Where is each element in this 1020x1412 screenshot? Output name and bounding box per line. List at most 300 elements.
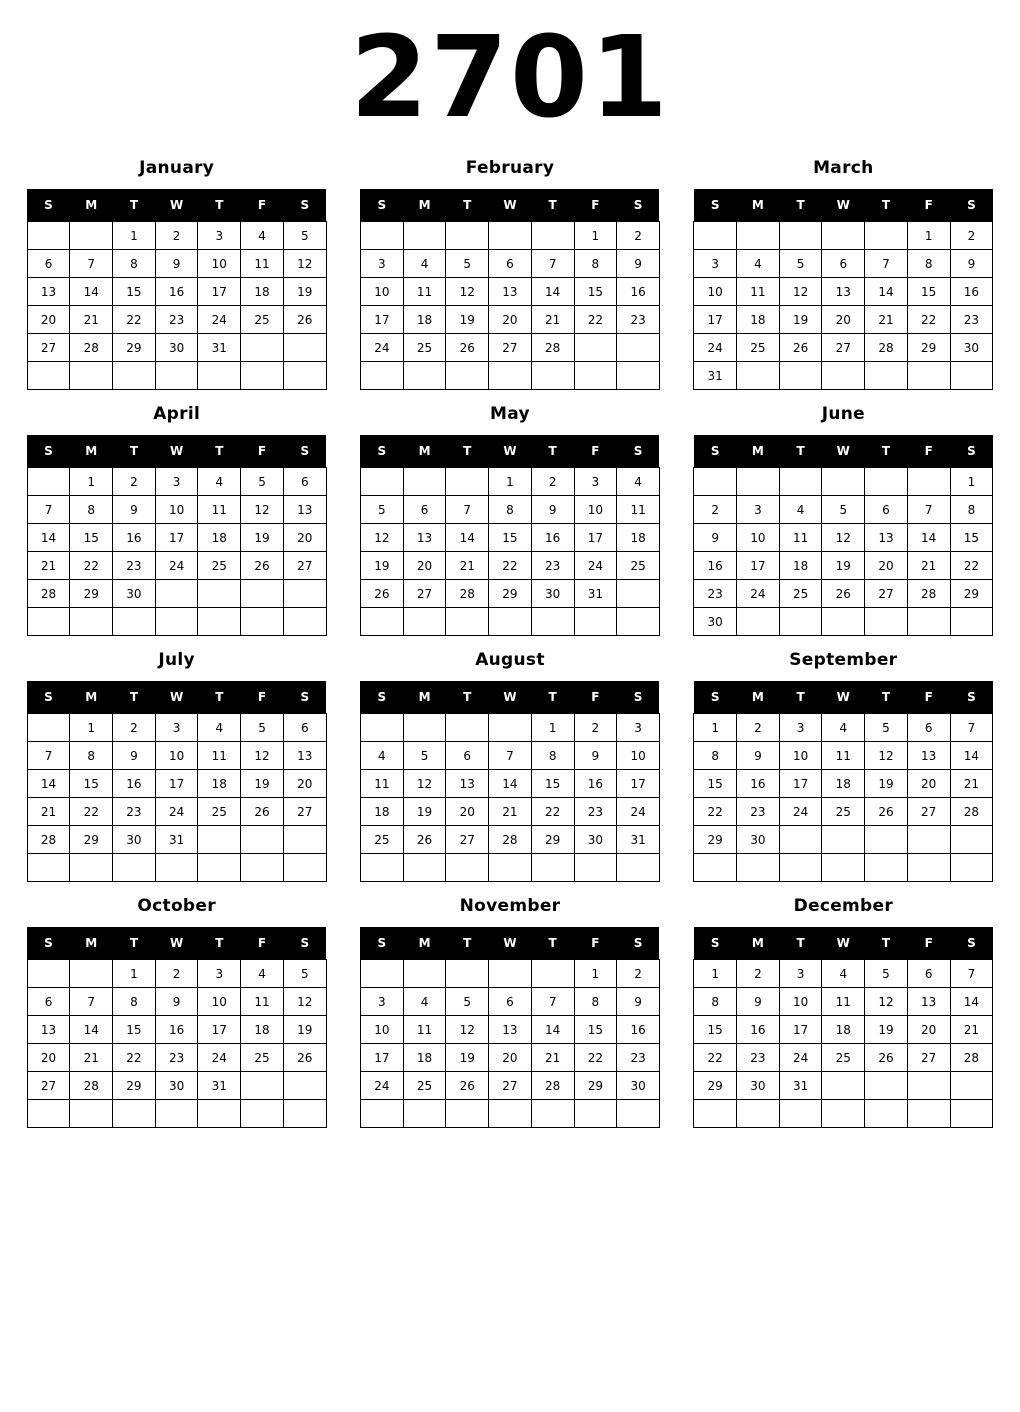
- day-cell[interactable]: 28: [950, 798, 993, 826]
- day-cell[interactable]: 13: [283, 496, 326, 524]
- day-cell[interactable]: 23: [531, 552, 574, 580]
- day-cell[interactable]: 22: [694, 798, 737, 826]
- day-cell[interactable]: 14: [489, 770, 532, 798]
- day-cell[interactable]: 23: [155, 1044, 198, 1072]
- day-cell[interactable]: 13: [27, 278, 70, 306]
- day-cell[interactable]: 4: [360, 742, 403, 770]
- day-cell[interactable]: 5: [403, 742, 446, 770]
- day-cell[interactable]: 1: [574, 222, 617, 250]
- day-cell[interactable]: 25: [241, 306, 284, 334]
- day-cell[interactable]: 30: [155, 1072, 198, 1100]
- day-cell[interactable]: 24: [360, 1072, 403, 1100]
- day-cell[interactable]: 27: [27, 334, 70, 362]
- day-cell[interactable]: 25: [403, 1072, 446, 1100]
- day-cell[interactable]: 8: [694, 988, 737, 1016]
- day-cell[interactable]: 22: [907, 306, 950, 334]
- day-cell[interactable]: 9: [617, 250, 660, 278]
- day-cell[interactable]: 8: [70, 496, 113, 524]
- day-cell[interactable]: 10: [198, 988, 241, 1016]
- day-cell[interactable]: 22: [70, 552, 113, 580]
- day-cell[interactable]: 6: [27, 988, 70, 1016]
- day-cell[interactable]: 10: [155, 742, 198, 770]
- day-cell[interactable]: 10: [155, 496, 198, 524]
- day-cell[interactable]: 28: [489, 826, 532, 854]
- day-cell[interactable]: 11: [241, 250, 284, 278]
- day-cell[interactable]: 7: [489, 742, 532, 770]
- day-cell[interactable]: 26: [822, 580, 865, 608]
- day-cell[interactable]: 29: [574, 1072, 617, 1100]
- day-cell[interactable]: 14: [27, 770, 70, 798]
- day-cell[interactable]: 25: [737, 334, 780, 362]
- day-cell[interactable]: 1: [950, 468, 993, 496]
- day-cell[interactable]: 23: [574, 798, 617, 826]
- day-cell[interactable]: 5: [241, 714, 284, 742]
- day-cell[interactable]: 9: [155, 250, 198, 278]
- day-cell[interactable]: 7: [865, 250, 908, 278]
- day-cell[interactable]: 29: [694, 826, 737, 854]
- day-cell[interactable]: 1: [489, 468, 532, 496]
- day-cell[interactable]: 14: [531, 1016, 574, 1044]
- day-cell[interactable]: 2: [694, 496, 737, 524]
- day-cell[interactable]: 11: [198, 742, 241, 770]
- day-cell[interactable]: 2: [737, 714, 780, 742]
- day-cell[interactable]: 11: [403, 1016, 446, 1044]
- day-cell[interactable]: 16: [113, 524, 156, 552]
- day-cell[interactable]: 8: [950, 496, 993, 524]
- day-cell[interactable]: 19: [283, 1016, 326, 1044]
- day-cell[interactable]: 6: [403, 496, 446, 524]
- day-cell[interactable]: 6: [489, 250, 532, 278]
- day-cell[interactable]: 29: [113, 334, 156, 362]
- day-cell[interactable]: 30: [113, 826, 156, 854]
- day-cell[interactable]: 12: [283, 250, 326, 278]
- day-cell[interactable]: 16: [694, 552, 737, 580]
- day-cell[interactable]: 17: [617, 770, 660, 798]
- day-cell[interactable]: 23: [113, 552, 156, 580]
- day-cell[interactable]: 18: [822, 1016, 865, 1044]
- day-cell[interactable]: 28: [531, 334, 574, 362]
- day-cell[interactable]: 14: [950, 742, 993, 770]
- day-cell[interactable]: 12: [822, 524, 865, 552]
- day-cell[interactable]: 13: [907, 742, 950, 770]
- day-cell[interactable]: 18: [241, 1016, 284, 1044]
- day-cell[interactable]: 13: [865, 524, 908, 552]
- day-cell[interactable]: 16: [574, 770, 617, 798]
- day-cell[interactable]: 11: [403, 278, 446, 306]
- day-cell[interactable]: 14: [865, 278, 908, 306]
- day-cell[interactable]: 22: [694, 1044, 737, 1072]
- day-cell[interactable]: 27: [489, 1072, 532, 1100]
- day-cell[interactable]: 8: [113, 250, 156, 278]
- day-cell[interactable]: 9: [531, 496, 574, 524]
- day-cell[interactable]: 10: [779, 742, 822, 770]
- day-cell[interactable]: 2: [113, 468, 156, 496]
- day-cell[interactable]: 10: [737, 524, 780, 552]
- day-cell[interactable]: 15: [113, 1016, 156, 1044]
- day-cell[interactable]: 29: [694, 1072, 737, 1100]
- day-cell[interactable]: 21: [70, 306, 113, 334]
- day-cell[interactable]: 28: [531, 1072, 574, 1100]
- day-cell[interactable]: 19: [779, 306, 822, 334]
- day-cell[interactable]: 18: [617, 524, 660, 552]
- day-cell[interactable]: 17: [779, 770, 822, 798]
- day-cell[interactable]: 4: [779, 496, 822, 524]
- day-cell[interactable]: 16: [617, 1016, 660, 1044]
- day-cell[interactable]: 9: [113, 496, 156, 524]
- day-cell[interactable]: 15: [70, 524, 113, 552]
- day-cell[interactable]: 27: [865, 580, 908, 608]
- day-cell[interactable]: 18: [198, 770, 241, 798]
- day-cell[interactable]: 20: [446, 798, 489, 826]
- day-cell[interactable]: 26: [283, 306, 326, 334]
- day-cell[interactable]: 26: [865, 1044, 908, 1072]
- day-cell[interactable]: 25: [198, 552, 241, 580]
- day-cell[interactable]: 9: [574, 742, 617, 770]
- day-cell[interactable]: 1: [694, 714, 737, 742]
- day-cell[interactable]: 2: [950, 222, 993, 250]
- day-cell[interactable]: 13: [822, 278, 865, 306]
- day-cell[interactable]: 26: [865, 798, 908, 826]
- day-cell[interactable]: 8: [574, 988, 617, 1016]
- day-cell[interactable]: 2: [155, 960, 198, 988]
- day-cell[interactable]: 7: [27, 742, 70, 770]
- day-cell[interactable]: 23: [617, 306, 660, 334]
- day-cell[interactable]: 25: [779, 580, 822, 608]
- day-cell[interactable]: 28: [865, 334, 908, 362]
- day-cell[interactable]: 14: [907, 524, 950, 552]
- day-cell[interactable]: 10: [360, 1016, 403, 1044]
- day-cell[interactable]: 10: [779, 988, 822, 1016]
- day-cell[interactable]: 3: [779, 960, 822, 988]
- day-cell[interactable]: 31: [198, 334, 241, 362]
- day-cell[interactable]: 27: [907, 1044, 950, 1072]
- day-cell[interactable]: 25: [360, 826, 403, 854]
- day-cell[interactable]: 28: [27, 580, 70, 608]
- day-cell[interactable]: 15: [489, 524, 532, 552]
- day-cell[interactable]: 7: [531, 250, 574, 278]
- day-cell[interactable]: 16: [617, 278, 660, 306]
- day-cell[interactable]: 28: [70, 1072, 113, 1100]
- day-cell[interactable]: 23: [737, 798, 780, 826]
- day-cell[interactable]: 20: [865, 552, 908, 580]
- day-cell[interactable]: 2: [155, 222, 198, 250]
- day-cell[interactable]: 17: [574, 524, 617, 552]
- day-cell[interactable]: 7: [70, 250, 113, 278]
- day-cell[interactable]: 8: [694, 742, 737, 770]
- day-cell[interactable]: 30: [737, 826, 780, 854]
- day-cell[interactable]: 9: [617, 988, 660, 1016]
- day-cell[interactable]: 5: [446, 988, 489, 1016]
- day-cell[interactable]: 15: [70, 770, 113, 798]
- day-cell[interactable]: 9: [113, 742, 156, 770]
- day-cell[interactable]: 16: [950, 278, 993, 306]
- day-cell[interactable]: 23: [950, 306, 993, 334]
- day-cell[interactable]: 14: [70, 1016, 113, 1044]
- day-cell[interactable]: 31: [694, 362, 737, 390]
- day-cell[interactable]: 15: [694, 1016, 737, 1044]
- day-cell[interactable]: 5: [360, 496, 403, 524]
- day-cell[interactable]: 3: [155, 468, 198, 496]
- day-cell[interactable]: 3: [198, 222, 241, 250]
- day-cell[interactable]: 2: [737, 960, 780, 988]
- day-cell[interactable]: 16: [531, 524, 574, 552]
- day-cell[interactable]: 20: [27, 306, 70, 334]
- day-cell[interactable]: 27: [27, 1072, 70, 1100]
- day-cell[interactable]: 21: [950, 770, 993, 798]
- day-cell[interactable]: 18: [403, 306, 446, 334]
- day-cell[interactable]: 17: [360, 306, 403, 334]
- day-cell[interactable]: 27: [283, 798, 326, 826]
- day-cell[interactable]: 28: [70, 334, 113, 362]
- day-cell[interactable]: 21: [489, 798, 532, 826]
- day-cell[interactable]: 23: [113, 798, 156, 826]
- day-cell[interactable]: 4: [403, 250, 446, 278]
- day-cell[interactable]: 26: [403, 826, 446, 854]
- day-cell[interactable]: 3: [360, 250, 403, 278]
- day-cell[interactable]: 20: [489, 1044, 532, 1072]
- day-cell[interactable]: 14: [950, 988, 993, 1016]
- day-cell[interactable]: 7: [446, 496, 489, 524]
- day-cell[interactable]: 11: [360, 770, 403, 798]
- day-cell[interactable]: 17: [694, 306, 737, 334]
- day-cell[interactable]: 12: [446, 278, 489, 306]
- day-cell[interactable]: 24: [617, 798, 660, 826]
- day-cell[interactable]: 29: [113, 1072, 156, 1100]
- day-cell[interactable]: 8: [70, 742, 113, 770]
- day-cell[interactable]: 20: [822, 306, 865, 334]
- day-cell[interactable]: 12: [865, 742, 908, 770]
- day-cell[interactable]: 17: [155, 524, 198, 552]
- day-cell[interactable]: 23: [155, 306, 198, 334]
- day-cell[interactable]: 17: [198, 278, 241, 306]
- day-cell[interactable]: 13: [446, 770, 489, 798]
- day-cell[interactable]: 19: [360, 552, 403, 580]
- day-cell[interactable]: 15: [574, 278, 617, 306]
- day-cell[interactable]: 19: [865, 1016, 908, 1044]
- day-cell[interactable]: 5: [865, 714, 908, 742]
- day-cell[interactable]: 20: [27, 1044, 70, 1072]
- day-cell[interactable]: 30: [155, 334, 198, 362]
- day-cell[interactable]: 8: [531, 742, 574, 770]
- day-cell[interactable]: 29: [950, 580, 993, 608]
- day-cell[interactable]: 11: [822, 742, 865, 770]
- day-cell[interactable]: 22: [489, 552, 532, 580]
- day-cell[interactable]: 19: [241, 770, 284, 798]
- day-cell[interactable]: 19: [446, 1044, 489, 1072]
- day-cell[interactable]: 14: [446, 524, 489, 552]
- day-cell[interactable]: 13: [489, 278, 532, 306]
- day-cell[interactable]: 14: [27, 524, 70, 552]
- day-cell[interactable]: 15: [950, 524, 993, 552]
- day-cell[interactable]: 27: [446, 826, 489, 854]
- day-cell[interactable]: 6: [907, 960, 950, 988]
- day-cell[interactable]: 5: [283, 960, 326, 988]
- day-cell[interactable]: 16: [737, 1016, 780, 1044]
- day-cell[interactable]: 16: [737, 770, 780, 798]
- day-cell[interactable]: 11: [241, 988, 284, 1016]
- day-cell[interactable]: 1: [531, 714, 574, 742]
- day-cell[interactable]: 12: [779, 278, 822, 306]
- day-cell[interactable]: 30: [950, 334, 993, 362]
- day-cell[interactable]: 16: [155, 1016, 198, 1044]
- day-cell[interactable]: 29: [489, 580, 532, 608]
- day-cell[interactable]: 20: [489, 306, 532, 334]
- day-cell[interactable]: 29: [70, 580, 113, 608]
- day-cell[interactable]: 1: [113, 222, 156, 250]
- day-cell[interactable]: 10: [360, 278, 403, 306]
- day-cell[interactable]: 21: [950, 1016, 993, 1044]
- day-cell[interactable]: 1: [907, 222, 950, 250]
- day-cell[interactable]: 2: [617, 960, 660, 988]
- day-cell[interactable]: 30: [694, 608, 737, 636]
- day-cell[interactable]: 24: [737, 580, 780, 608]
- day-cell[interactable]: 18: [360, 798, 403, 826]
- day-cell[interactable]: 27: [489, 334, 532, 362]
- day-cell[interactable]: 6: [27, 250, 70, 278]
- day-cell[interactable]: 25: [198, 798, 241, 826]
- day-cell[interactable]: 11: [617, 496, 660, 524]
- day-cell[interactable]: 7: [950, 714, 993, 742]
- day-cell[interactable]: 11: [822, 988, 865, 1016]
- day-cell[interactable]: 13: [403, 524, 446, 552]
- day-cell[interactable]: 4: [617, 468, 660, 496]
- day-cell[interactable]: 6: [283, 468, 326, 496]
- day-cell[interactable]: 1: [694, 960, 737, 988]
- day-cell[interactable]: 17: [737, 552, 780, 580]
- day-cell[interactable]: 25: [822, 1044, 865, 1072]
- day-cell[interactable]: 3: [737, 496, 780, 524]
- day-cell[interactable]: 12: [446, 1016, 489, 1044]
- day-cell[interactable]: 17: [779, 1016, 822, 1044]
- day-cell[interactable]: 13: [489, 1016, 532, 1044]
- day-cell[interactable]: 7: [531, 988, 574, 1016]
- day-cell[interactable]: 17: [155, 770, 198, 798]
- day-cell[interactable]: 30: [113, 580, 156, 608]
- day-cell[interactable]: 31: [155, 826, 198, 854]
- day-cell[interactable]: 18: [198, 524, 241, 552]
- day-cell[interactable]: 15: [907, 278, 950, 306]
- day-cell[interactable]: 22: [531, 798, 574, 826]
- day-cell[interactable]: 29: [907, 334, 950, 362]
- day-cell[interactable]: 24: [198, 1044, 241, 1072]
- day-cell[interactable]: 7: [27, 496, 70, 524]
- day-cell[interactable]: 1: [70, 714, 113, 742]
- day-cell[interactable]: 8: [113, 988, 156, 1016]
- day-cell[interactable]: 22: [113, 1044, 156, 1072]
- day-cell[interactable]: 18: [737, 306, 780, 334]
- day-cell[interactable]: 18: [779, 552, 822, 580]
- day-cell[interactable]: 16: [155, 278, 198, 306]
- day-cell[interactable]: 13: [27, 1016, 70, 1044]
- day-cell[interactable]: 6: [446, 742, 489, 770]
- day-cell[interactable]: 4: [241, 222, 284, 250]
- day-cell[interactable]: 1: [113, 960, 156, 988]
- day-cell[interactable]: 17: [198, 1016, 241, 1044]
- day-cell[interactable]: 10: [694, 278, 737, 306]
- day-cell[interactable]: 16: [113, 770, 156, 798]
- day-cell[interactable]: 30: [531, 580, 574, 608]
- day-cell[interactable]: 15: [531, 770, 574, 798]
- day-cell[interactable]: 19: [241, 524, 284, 552]
- day-cell[interactable]: 24: [574, 552, 617, 580]
- day-cell[interactable]: 3: [779, 714, 822, 742]
- day-cell[interactable]: 31: [617, 826, 660, 854]
- day-cell[interactable]: 5: [865, 960, 908, 988]
- day-cell[interactable]: 19: [822, 552, 865, 580]
- day-cell[interactable]: 23: [694, 580, 737, 608]
- day-cell[interactable]: 25: [617, 552, 660, 580]
- day-cell[interactable]: 30: [737, 1072, 780, 1100]
- day-cell[interactable]: 20: [403, 552, 446, 580]
- day-cell[interactable]: 25: [403, 334, 446, 362]
- day-cell[interactable]: 1: [574, 960, 617, 988]
- day-cell[interactable]: 28: [950, 1044, 993, 1072]
- day-cell[interactable]: 3: [574, 468, 617, 496]
- day-cell[interactable]: 26: [241, 552, 284, 580]
- day-cell[interactable]: 12: [283, 988, 326, 1016]
- day-cell[interactable]: 29: [531, 826, 574, 854]
- day-cell[interactable]: 19: [403, 798, 446, 826]
- day-cell[interactable]: 27: [283, 552, 326, 580]
- day-cell[interactable]: 20: [907, 770, 950, 798]
- day-cell[interactable]: 21: [446, 552, 489, 580]
- day-cell[interactable]: 14: [531, 278, 574, 306]
- day-cell[interactable]: 18: [822, 770, 865, 798]
- day-cell[interactable]: 6: [489, 988, 532, 1016]
- day-cell[interactable]: 4: [241, 960, 284, 988]
- day-cell[interactable]: 4: [822, 960, 865, 988]
- day-cell[interactable]: 24: [779, 798, 822, 826]
- day-cell[interactable]: 22: [574, 1044, 617, 1072]
- day-cell[interactable]: 2: [113, 714, 156, 742]
- day-cell[interactable]: 21: [907, 552, 950, 580]
- day-cell[interactable]: 3: [198, 960, 241, 988]
- day-cell[interactable]: 2: [617, 222, 660, 250]
- day-cell[interactable]: 5: [283, 222, 326, 250]
- day-cell[interactable]: 5: [779, 250, 822, 278]
- day-cell[interactable]: 19: [446, 306, 489, 334]
- day-cell[interactable]: 5: [822, 496, 865, 524]
- day-cell[interactable]: 24: [155, 798, 198, 826]
- day-cell[interactable]: 24: [694, 334, 737, 362]
- day-cell[interactable]: 28: [907, 580, 950, 608]
- day-cell[interactable]: 18: [241, 278, 284, 306]
- day-cell[interactable]: 26: [241, 798, 284, 826]
- day-cell[interactable]: 12: [241, 496, 284, 524]
- day-cell[interactable]: 5: [446, 250, 489, 278]
- day-cell[interactable]: 19: [283, 278, 326, 306]
- day-cell[interactable]: 3: [617, 714, 660, 742]
- day-cell[interactable]: 6: [907, 714, 950, 742]
- day-cell[interactable]: 30: [574, 826, 617, 854]
- day-cell[interactable]: 12: [403, 770, 446, 798]
- day-cell[interactable]: 15: [574, 1016, 617, 1044]
- day-cell[interactable]: 20: [907, 1016, 950, 1044]
- day-cell[interactable]: 21: [531, 306, 574, 334]
- day-cell[interactable]: 3: [155, 714, 198, 742]
- day-cell[interactable]: 26: [283, 1044, 326, 1072]
- day-cell[interactable]: 24: [779, 1044, 822, 1072]
- day-cell[interactable]: 28: [446, 580, 489, 608]
- day-cell[interactable]: 22: [70, 798, 113, 826]
- day-cell[interactable]: 18: [403, 1044, 446, 1072]
- day-cell[interactable]: 9: [737, 742, 780, 770]
- day-cell[interactable]: 10: [617, 742, 660, 770]
- day-cell[interactable]: 7: [70, 988, 113, 1016]
- day-cell[interactable]: 6: [283, 714, 326, 742]
- day-cell[interactable]: 6: [865, 496, 908, 524]
- day-cell[interactable]: 6: [822, 250, 865, 278]
